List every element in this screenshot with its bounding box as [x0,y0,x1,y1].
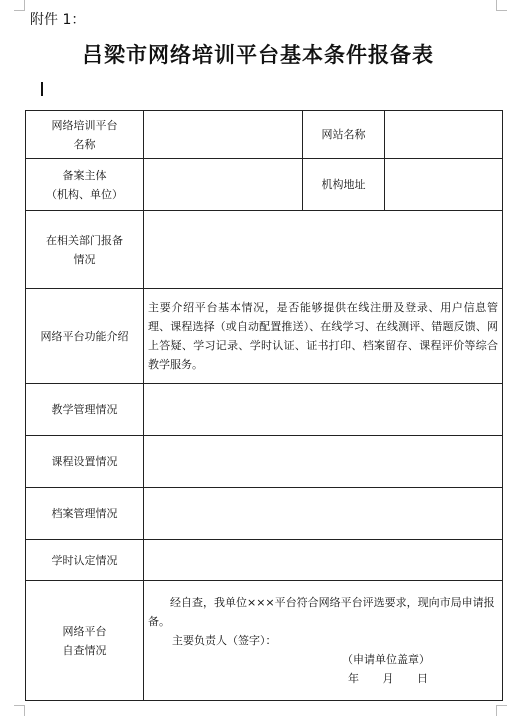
label-line: 在相关部门报备 [46,233,123,247]
form-row [26,159,503,211]
text-cursor [41,82,43,96]
page-title: 吕梁市网络培训平台基本条件报备表 [82,42,434,67]
teaching-mgmt-field[interactable] [144,384,503,436]
label-line: 情况 [73,252,96,266]
label-line: 备案主体 [62,168,107,182]
label-line: 网络培训平台 [51,118,118,132]
self-check-statement: 经自查，我单位×××平台符合网络平台评选要求，现向市局申请报备。 [148,596,495,628]
org-address-field[interactable] [385,159,503,211]
platform-name-field[interactable] [144,111,303,159]
page-corner-mark [496,0,507,11]
platform-name-label [26,111,144,159]
archive-mgmt-field[interactable] [144,488,503,540]
signature-line: 主要负责人（签字）： [172,634,277,647]
form-row [26,111,503,159]
form-row [26,436,503,488]
website-name-field[interactable] [385,111,503,159]
form-row [26,289,503,384]
hours-cert-field[interactable] [144,540,503,581]
course-setup-field[interactable] [144,436,503,488]
page-corner-mark [14,705,25,716]
label-line: 名称 [73,137,96,151]
label-line: 网络平台 [62,624,107,638]
website-name-label: 网站名称 [303,111,385,159]
page-corner-mark [496,705,507,716]
filing-entity-label [26,159,144,211]
self-check-field[interactable] [144,581,503,701]
filing-entity-field[interactable] [144,159,303,211]
self-check-label [26,581,144,701]
form-row [26,488,503,540]
page-corner-mark [14,0,25,11]
hours-cert-label: 学时认定情况 [26,540,144,581]
form-row [26,211,503,289]
course-setup-label: 课程设置情况 [26,436,144,488]
form-row [26,581,503,701]
dept-filing-field[interactable] [144,211,503,289]
date-line: 年 月 日 [348,672,428,685]
platform-functions-note[interactable]: 主要介绍平台基本情况，是否能够提供在线注册及登录、用户信息管理、课程选择（或自动配置推送）、在线学习、在线测评、错题反馈、网上答疑、学习记录、学时认证、证书打印、档案留存、课程评价等综合教学服务。 [144,289,503,384]
platform-functions-label: 网络平台功能介绍 [26,289,144,384]
archive-mgmt-label: 档案管理情况 [26,488,144,540]
label-line: （机构、单位） [46,187,123,201]
label-line: 自查情况 [62,643,107,657]
dept-filing-label [26,211,144,289]
stamp-line: （申请单位盖章） [342,653,430,666]
attachment-label: 附件 1： [30,12,86,28]
teaching-mgmt-label: 教学管理情况 [26,384,144,436]
org-address-label: 机构地址 [303,159,385,211]
form-row [26,384,503,436]
filing-form-table [25,110,503,701]
form-row [26,540,503,581]
